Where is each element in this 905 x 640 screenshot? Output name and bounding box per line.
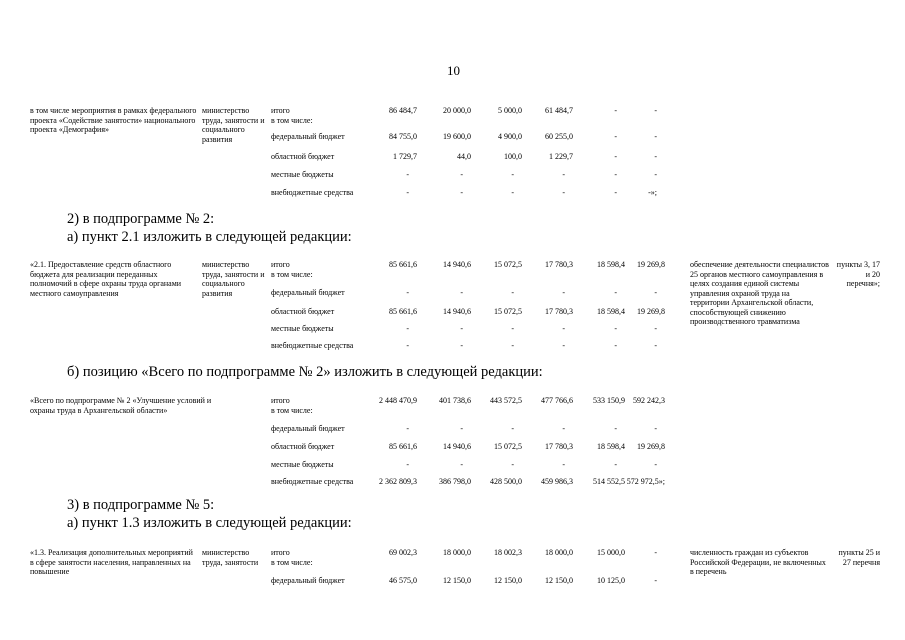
cell-value: - (460, 188, 463, 197)
cell-value: 19 269,8 (637, 260, 665, 269)
row-label: федеральный бюджет (271, 288, 345, 297)
cell-value: 5 000,0 (498, 106, 522, 115)
block3-measure: «Всего по подпрограмме № 2 «Улучшение условий и охраны труда в Архангельской области» (30, 396, 212, 415)
row-sublabel: в том числе: (271, 405, 313, 415)
row-sublabel: в том числе: (271, 115, 313, 125)
block4-measure: «1.3. Реализация дополнительных мероприятий в сфере занятости населения, направленных на повышение (30, 548, 193, 576)
cell-value: - (614, 188, 617, 197)
cell-value: - (654, 424, 657, 433)
cell-value: 2 362 809,3 (379, 477, 417, 486)
block1-executor: министерство труда, занятости и социального развития (202, 106, 265, 144)
cell-value: - (614, 424, 617, 433)
row-label: итого (271, 260, 290, 269)
cell-value: - (562, 460, 565, 469)
cell-value: 44,0 (457, 152, 471, 161)
cell-value: 17 780,3 (545, 307, 573, 316)
cell-value: - (460, 341, 463, 350)
cell-value: - (654, 460, 657, 469)
cell-value: 12 150,0 (545, 576, 573, 585)
row-label: внебюджетные средства (271, 188, 354, 197)
cell-value: 19 269,8 (637, 442, 665, 451)
cell-value: 1 729,7 (393, 152, 417, 161)
cell-value: 443 572,5 (490, 396, 522, 405)
cell-value: - (511, 341, 514, 350)
cell-value: 86 484,7 (389, 106, 417, 115)
cell-value: 2 448 470,9 (379, 396, 417, 405)
cell-value: 15 072,5 (494, 442, 522, 451)
cell-value: - (460, 424, 463, 433)
cell-value: - (614, 132, 617, 141)
cell-value: 477 766,6 (541, 396, 573, 405)
cell-value: - (614, 324, 617, 333)
cell-value: 100,0 (504, 152, 522, 161)
cell-value: 46 575,0 (389, 576, 417, 585)
cell-value: 15 072,5 (494, 307, 522, 316)
block2-result: обеспечение деятельности специалистов 25 органов местного самоуправления в целях создания единой системы управления охраной труда на территории Архангельской области, способствующей снижению производственного травматизма (690, 260, 829, 326)
cell-value: - (406, 341, 409, 350)
block1-measure: в том числе мероприятия в рамках федерального проекта «Содействие занятости» национального проекта «Демография» (30, 106, 197, 134)
cell-value: - (460, 170, 463, 179)
cell-value: - (511, 288, 514, 297)
cell-value: - (460, 460, 463, 469)
cell-value: - (511, 424, 514, 433)
cell-value: - (460, 288, 463, 297)
cell-value: 18 598,4 (597, 260, 625, 269)
row-label: местные бюджеты (271, 324, 334, 333)
cell-value: 572 972,5»; (626, 477, 665, 486)
cell-value: 15 000,0 (597, 548, 625, 557)
cell-value: - (562, 341, 565, 350)
row-label: внебюджетные средства (271, 341, 354, 350)
cell-value: - (654, 132, 657, 141)
cell-value: - (406, 288, 409, 297)
item-1-3-heading: а) пункт 1.3 изложить в следующей редакции: (67, 515, 352, 531)
cell-value: 428 500,0 (490, 477, 522, 486)
cell-value: - (654, 548, 657, 557)
row-label: областной бюджет (271, 307, 335, 316)
cell-value: - (511, 170, 514, 179)
cell-value: 533 150,9 (593, 396, 625, 405)
cell-value: - (654, 288, 657, 297)
cell-value: - (654, 170, 657, 179)
cell-value: - (654, 576, 657, 585)
cell-value: - (562, 170, 565, 179)
cell-value: 85 661,6 (389, 307, 417, 316)
cell-value: - (654, 152, 657, 161)
cell-value: - (511, 460, 514, 469)
cell-value: 69 002,3 (389, 548, 417, 557)
cell-value: 14 940,6 (443, 260, 471, 269)
cell-value: 514 552,5 (593, 477, 625, 486)
cell-value: - (406, 324, 409, 333)
cell-value: 18 002,3 (494, 548, 522, 557)
cell-value: - (654, 106, 657, 115)
cell-value: - (654, 341, 657, 350)
cell-value: - (562, 288, 565, 297)
row-label: итого (271, 548, 290, 557)
cell-value: 17 780,3 (545, 442, 573, 451)
cell-value: 459 986,3 (541, 477, 573, 486)
cell-value: 12 150,0 (443, 576, 471, 585)
row-sublabel: в том числе: (271, 269, 313, 279)
cell-value: 85 661,6 (389, 442, 417, 451)
block2-measure: «2.1. Предоставление средств областного бюджета для реализации переданных полномочий в сфере охраны труда органами местного самоуправления (30, 260, 182, 298)
cell-value: 20 000,0 (443, 106, 471, 115)
cell-value: 19 269,8 (637, 307, 665, 316)
total-subprogram-2-heading: б) позицию «Всего по подпрограмме № 2» изложить в следующей редакции: (67, 364, 543, 380)
cell-value: 61 484,7 (545, 106, 573, 115)
cell-value: 401 738,6 (439, 396, 471, 405)
cell-value: - (562, 324, 565, 333)
cell-value: - (614, 288, 617, 297)
cell-value: 15 072,5 (494, 260, 522, 269)
block4-executor: министерство труда, занятости (202, 548, 259, 567)
block4-result: численность граждан из субъектов Российской Федерации, не включенных в перечень (690, 548, 826, 576)
cell-value: 18 000,0 (545, 548, 573, 557)
page-number: 10 (447, 63, 460, 78)
cell-value: - (460, 324, 463, 333)
cell-value: 18 598,4 (597, 307, 625, 316)
cell-value: 14 940,6 (443, 442, 471, 451)
row-label: федеральный бюджет (271, 424, 345, 433)
cell-value: 10 125,0 (597, 576, 625, 585)
cell-value: - (614, 460, 617, 469)
block2-ref: пункты 3, 17 и 20 перечня»; (836, 260, 880, 288)
item-2-1-heading: а) пункт 2.1 изложить в следующей редакции: (67, 229, 352, 245)
cell-value: - (562, 188, 565, 197)
cell-value: 14 940,6 (443, 307, 471, 316)
cell-value: 17 780,3 (545, 260, 573, 269)
cell-value: - (406, 170, 409, 179)
row-label: итого (271, 396, 290, 405)
cell-value: 4 900,0 (498, 132, 522, 141)
row-label: местные бюджеты (271, 170, 334, 179)
row-sublabel: в том числе: (271, 557, 313, 567)
row-label: областной бюджет (271, 152, 335, 161)
cell-value: - (614, 106, 617, 115)
cell-value: 84 755,0 (389, 132, 417, 141)
cell-value: - (614, 341, 617, 350)
row-label: федеральный бюджет (271, 576, 345, 585)
cell-value: - (406, 188, 409, 197)
cell-value: - (562, 424, 565, 433)
block2-executor: министерство труда, занятости и социального развития (202, 260, 265, 298)
block4-ref: пункты 25 и 27 перечня (838, 548, 880, 567)
cell-value: - (511, 324, 514, 333)
cell-value: 592 242,3 (633, 396, 665, 405)
cell-value: 1 229,7 (549, 152, 573, 161)
cell-value: 19 600,0 (443, 132, 471, 141)
cell-value: 386 798,0 (439, 477, 471, 486)
cell-value: -»; (648, 188, 657, 197)
row-label: местные бюджеты (271, 460, 334, 469)
cell-value: - (614, 170, 617, 179)
cell-value: - (654, 324, 657, 333)
cell-value: 85 661,6 (389, 260, 417, 269)
cell-value: 18 000,0 (443, 548, 471, 557)
cell-value: - (406, 424, 409, 433)
row-label: федеральный бюджет (271, 132, 345, 141)
cell-value: - (511, 188, 514, 197)
row-label: областной бюджет (271, 442, 335, 451)
cell-value: 12 150,0 (494, 576, 522, 585)
subprogram-2-heading: 2) в подпрограмме № 2: (67, 211, 215, 227)
cell-value: - (614, 152, 617, 161)
row-label: внебюджетные средства (271, 477, 354, 486)
cell-value: 18 598,4 (597, 442, 625, 451)
cell-value: 60 255,0 (545, 132, 573, 141)
subprogram-5-heading: 3) в подпрограмме № 5: (67, 497, 215, 513)
cell-value: - (406, 460, 409, 469)
row-label: итого (271, 106, 290, 115)
